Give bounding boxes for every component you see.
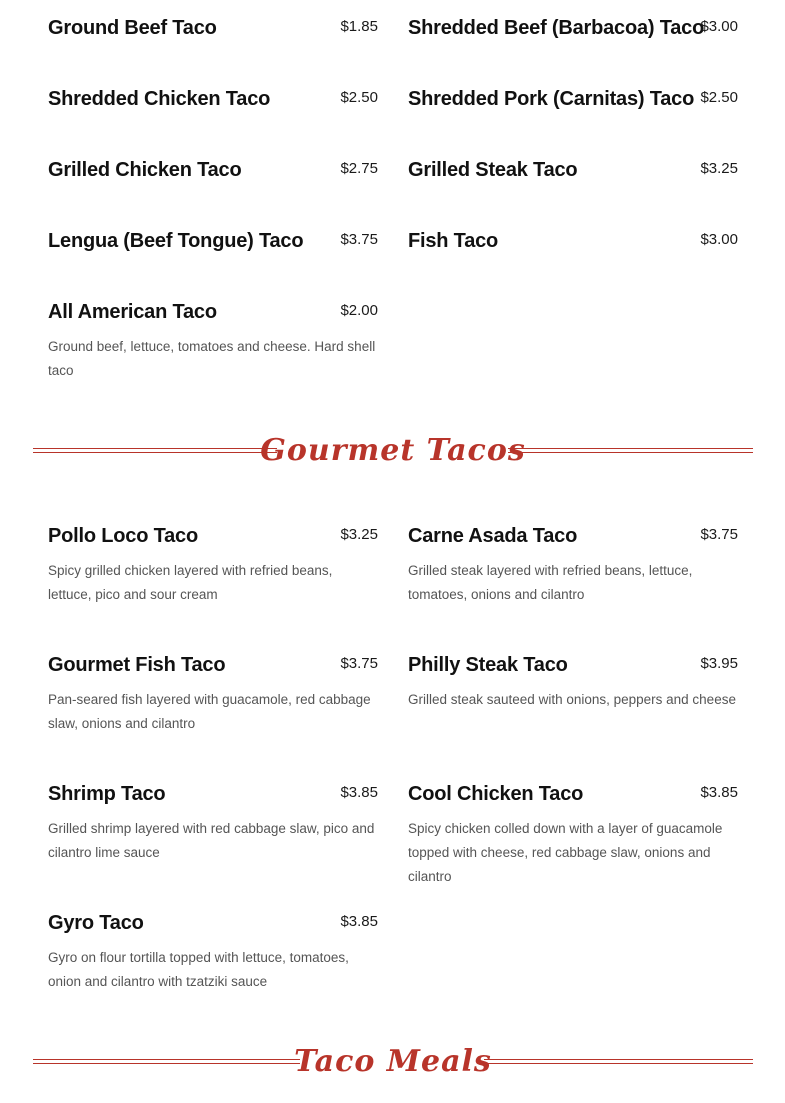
menu-item [408,13,738,43]
item-price: $3.25 [700,160,738,177]
menu-item [408,779,738,889]
item-name: Lengua (Beef Tongue) Taco [48,230,304,252]
item-price: $3.25 [340,526,378,543]
item-price: $3.85 [340,784,378,801]
item-description: Grilled steak sauteed with onions, peppers and cheese [408,692,736,707]
menu-item [48,13,378,43]
menu-item [48,521,378,607]
item-description: Ground beef, lettuce, tomatoes and cheese. Hard shell taco [48,339,376,378]
menu-item [408,155,738,185]
item-price: $2.00 [340,302,378,319]
item-name: Gyro Taco [48,912,144,934]
menu-item [408,650,738,712]
item-price: $3.75 [340,231,378,248]
menu-item [48,226,378,256]
item-description: Pan-seared fish layered with guacamole, red cabbage slaw, onions and cilantro [48,692,371,731]
menu-item [48,908,378,994]
section-heading-meals [33,1042,753,1082]
item-name: Shrimp Taco [48,783,166,805]
menu-item [48,297,378,383]
item-name: Grilled Chicken Taco [48,159,242,181]
menu-item [48,84,378,114]
item-name: Grilled Steak Taco [408,159,578,181]
item-name: Ground Beef Taco [48,17,217,39]
item-price: $3.95 [700,655,738,672]
item-description: Grilled shrimp layered with red cabbage slaw, pico and cilantro lime sauce [48,821,375,860]
item-name: Shredded Pork (Carnitas) Taco [408,88,695,110]
item-price: $3.75 [700,526,738,543]
item-description: Spicy grilled chicken layered with refried beans, lettuce, pico and sour cream [48,563,333,602]
item-description: Grilled steak layered with refried beans, lettuce, tomatoes, onions and cilantro [408,563,693,602]
menu-item [48,779,378,865]
item-price: $2.75 [340,160,378,177]
item-name: Pollo Loco Taco [48,525,198,547]
item-price: $2.50 [700,89,738,106]
item-name: All American Taco [48,301,217,323]
item-name: Cool Chicken Taco [408,783,584,805]
item-price: $1.85 [340,18,378,35]
item-price: $3.00 [700,18,738,35]
section-heading-gourmet [33,431,753,471]
item-name: Shredded Beef (Barbacoa) Taco [408,17,705,39]
section-title: Gourmet Tacos [260,433,526,468]
item-description: Gyro on flour tortilla topped with lettuce, tomatoes, onion and cilantro with tzatziki sauce [48,950,349,989]
item-price: $3.85 [340,913,378,930]
item-description: Spicy chicken colled down with a layer of guacamole topped with cheese, red cabbage slaw, onions and cilantro [408,821,723,884]
item-name: Gourmet Fish Taco [48,654,226,676]
item-price: $3.85 [700,784,738,801]
menu-item [48,650,378,736]
menu-item [408,84,738,114]
item-price: $3.75 [340,655,378,672]
item-name: Philly Steak Taco [408,654,568,676]
item-name: Shredded Chicken Taco [48,88,271,110]
item-name: Carne Asada Taco [408,525,578,547]
item-name: Fish Taco [408,230,499,252]
menu-item [48,155,378,185]
section-title: Taco Meals [294,1044,492,1079]
menu-item [408,521,738,607]
menu-item [408,226,738,256]
item-price: $3.00 [700,231,738,248]
item-price: $2.50 [340,89,378,106]
